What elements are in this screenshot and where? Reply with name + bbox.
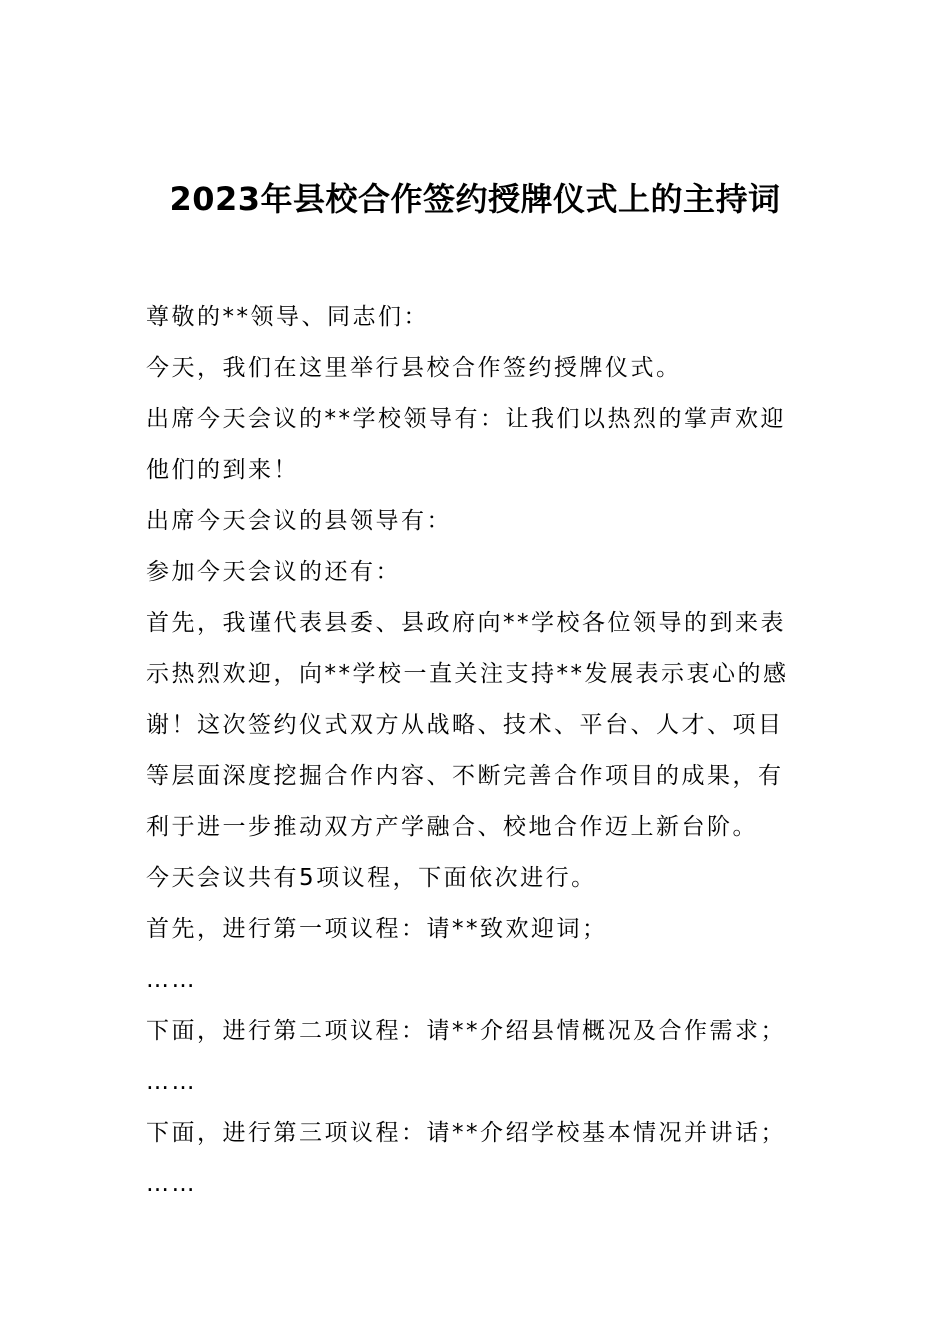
paragraph-line: 出席今天会议的**学校领导有：让我们以热烈的掌声欢迎: [146, 406, 786, 432]
paragraph-line: 参加今天会议的还有：: [146, 559, 401, 585]
salutation-line: 尊敬的**领导、同志们：: [146, 304, 429, 330]
paragraph-line: 今天，我们在这里举行县校合作签约授牌仪式。: [146, 355, 682, 381]
ellipsis-line: ……: [146, 1069, 197, 1095]
agenda-item-line: 下面，进行第三项议程：请**介绍学校基本情况并讲话；: [146, 1120, 786, 1146]
paragraph-line: 他们的到来！: [146, 457, 299, 483]
agenda-item-line: 下面，进行第二项议程：请**介绍县情概况及合作需求；: [146, 1018, 786, 1044]
agenda-item-line: 首先，进行第一项议程：请**致欢迎词；: [146, 916, 608, 942]
paragraph-line: 谢！这次签约仪式双方从战略、技术、平台、人才、项目: [146, 712, 784, 738]
paragraph-line: 示热烈欢迎，向**学校一直关注支持**发展表示衷心的感: [146, 661, 789, 687]
paragraph-line: 首先，我谨代表县委、县政府向**学校各位领导的到来表: [146, 610, 786, 636]
paragraph-line: 等层面深度挖掘合作内容、不断完善合作项目的成果，有: [146, 763, 784, 789]
document-body: [146, 292, 814, 1210]
document-title: 2023年县校合作签约授牌仪式上的主持词: [169, 180, 781, 219]
agenda-intro-line: 今天会议共有5项议程，下面依次进行。: [146, 865, 597, 891]
ellipsis-line: ……: [146, 1171, 197, 1197]
paragraph-line: 利于进一步推动双方产学融合、校地合作迈上新台阶。: [146, 814, 758, 840]
paragraph-line: 出席今天会议的县领导有：: [146, 508, 452, 534]
ellipsis-line: ……: [146, 967, 197, 993]
